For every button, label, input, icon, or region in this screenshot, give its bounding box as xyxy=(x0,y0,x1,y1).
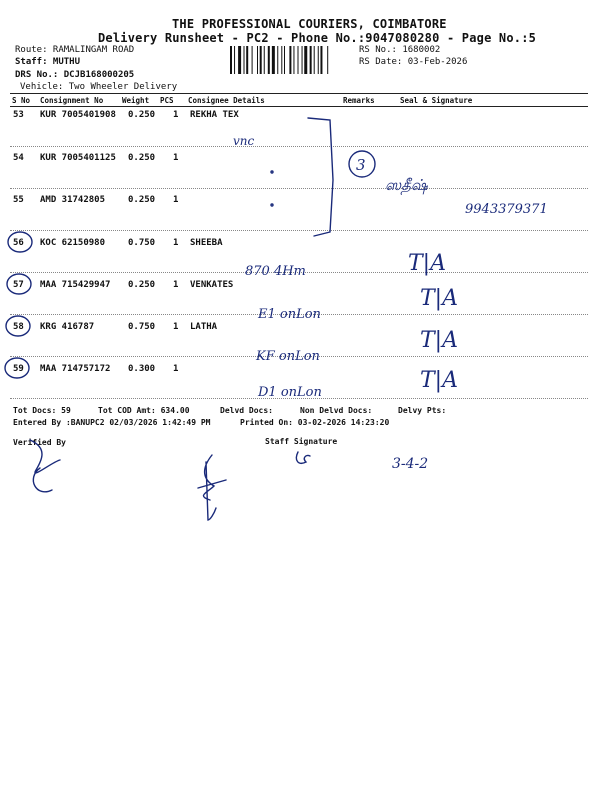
row-pcs: 1 xyxy=(173,322,179,332)
total-docs: Tot Docs: 59 xyxy=(13,406,71,415)
date-mark: 3-4-2 xyxy=(392,456,429,472)
staff-label: Staff: MUTHU xyxy=(15,57,81,67)
row-pcs: 1 xyxy=(173,195,179,205)
row-consignment: KUR 7005401125 xyxy=(40,153,116,163)
remark-57: E1 onLon xyxy=(258,307,321,322)
total-cod: Tot COD Amt: 634.00 xyxy=(98,406,190,415)
non-delivered-docs: Non Delvd Docs: xyxy=(300,406,373,415)
row-consignee: LATHA xyxy=(190,322,218,332)
row-consignment: AMD 31742805 xyxy=(40,195,106,205)
row-circle xyxy=(7,274,31,294)
row-weight: 0.750 xyxy=(128,238,156,248)
remark-58: KF onLon xyxy=(256,349,320,364)
col-pcs: PCS xyxy=(160,96,174,105)
delivered-docs: Delvd Docs: xyxy=(220,406,273,415)
staff-signature-label: Staff Signature xyxy=(265,437,338,446)
row-sno: 55 xyxy=(13,195,24,205)
row-pcs: 1 xyxy=(173,110,179,120)
recipient-phone: 9943379371 xyxy=(465,202,548,217)
row-weight: 0.250 xyxy=(128,195,156,205)
col-consignment: Consignment No xyxy=(40,96,104,105)
row-circle xyxy=(5,358,29,378)
verified-by-label: Verified By xyxy=(13,438,66,447)
row-consignment: KRG 416787 xyxy=(40,322,95,332)
col-consignee: Consignee Details xyxy=(188,96,265,105)
delivery-points: Delvy Pts: xyxy=(398,406,447,415)
row-sno: 54 xyxy=(13,153,24,163)
row-consignee: VENKATES xyxy=(190,280,234,290)
row-weight: 0.300 xyxy=(128,364,156,374)
runsheet-subtitle: Delivery Runsheet - PC2 - Phone No.:9047080280 - Page No.:5 xyxy=(98,31,537,45)
col-weight: Weight xyxy=(122,96,150,105)
row-pcs: 1 xyxy=(173,238,179,248)
col-remarks: Remarks xyxy=(343,96,375,105)
recipient-name: ஸதீஷ் xyxy=(385,176,428,194)
verifier-signature xyxy=(30,440,60,492)
row-pcs: 1 xyxy=(173,153,179,163)
row-sno: 53 xyxy=(13,110,24,120)
drs-number: DRS No.: DCJB168000205 xyxy=(15,70,135,80)
row-consignment: KOC 62150980 xyxy=(40,238,106,248)
rs-date: RS Date: 03-Feb-2026 xyxy=(359,57,468,67)
vehicle-label: Vehicle: Two Wheeler Delivery xyxy=(20,82,178,92)
row-consignee: SHEEBA xyxy=(190,238,223,248)
seal-57: T|A xyxy=(420,286,458,311)
row-pcs: 1 xyxy=(173,280,179,290)
count-3: 3 xyxy=(356,156,366,174)
row-weight: 0.750 xyxy=(128,322,156,332)
staff-signature xyxy=(198,455,226,520)
row-consignment: MAA 715429947 xyxy=(40,280,111,290)
remark-56: 870 4Hm xyxy=(245,264,306,279)
row-circle xyxy=(6,316,30,336)
row-sno: 59 xyxy=(13,364,24,374)
row-sno: 57 xyxy=(13,280,24,290)
ink-dot xyxy=(271,204,273,206)
ink-dot xyxy=(271,171,273,173)
initials-mark xyxy=(296,452,310,463)
bracket-mark xyxy=(308,118,333,236)
entered-by: Entered By :BANUPC2 02/03/2026 1:42:49 PM xyxy=(13,418,211,427)
row-weight: 0.250 xyxy=(128,153,156,163)
company-title: THE PROFESSIONAL COURIERS, COIMBATORE xyxy=(172,17,447,31)
remark-59: D1 onLon xyxy=(258,385,322,400)
rs-number: RS No.: 1680002 xyxy=(359,45,441,55)
printed-on: Printed On: 03-02-2026 14:23:20 xyxy=(240,418,390,427)
mark-53: vnc xyxy=(233,134,255,148)
row-sno: 56 xyxy=(13,238,24,248)
seal-58: T|A xyxy=(420,328,458,353)
row-consignment: KUR 7005401908 xyxy=(40,110,116,120)
row-weight: 0.250 xyxy=(128,110,156,120)
row-consignee: REKHA TEX xyxy=(190,110,239,120)
row-pcs: 1 xyxy=(173,364,179,374)
seal-56: T|A xyxy=(408,251,446,276)
row-weight: 0.250 xyxy=(128,280,156,290)
row-consignment: MAA 714757172 xyxy=(40,364,111,374)
seal-59: T|A xyxy=(420,368,458,393)
col-seal: Seal & Signature xyxy=(400,96,473,105)
col-sno: S No xyxy=(12,96,31,105)
row-sno: 58 xyxy=(13,322,24,332)
route-label: Route: RAMALINGAM ROAD xyxy=(15,45,135,55)
row-circle xyxy=(8,232,32,252)
